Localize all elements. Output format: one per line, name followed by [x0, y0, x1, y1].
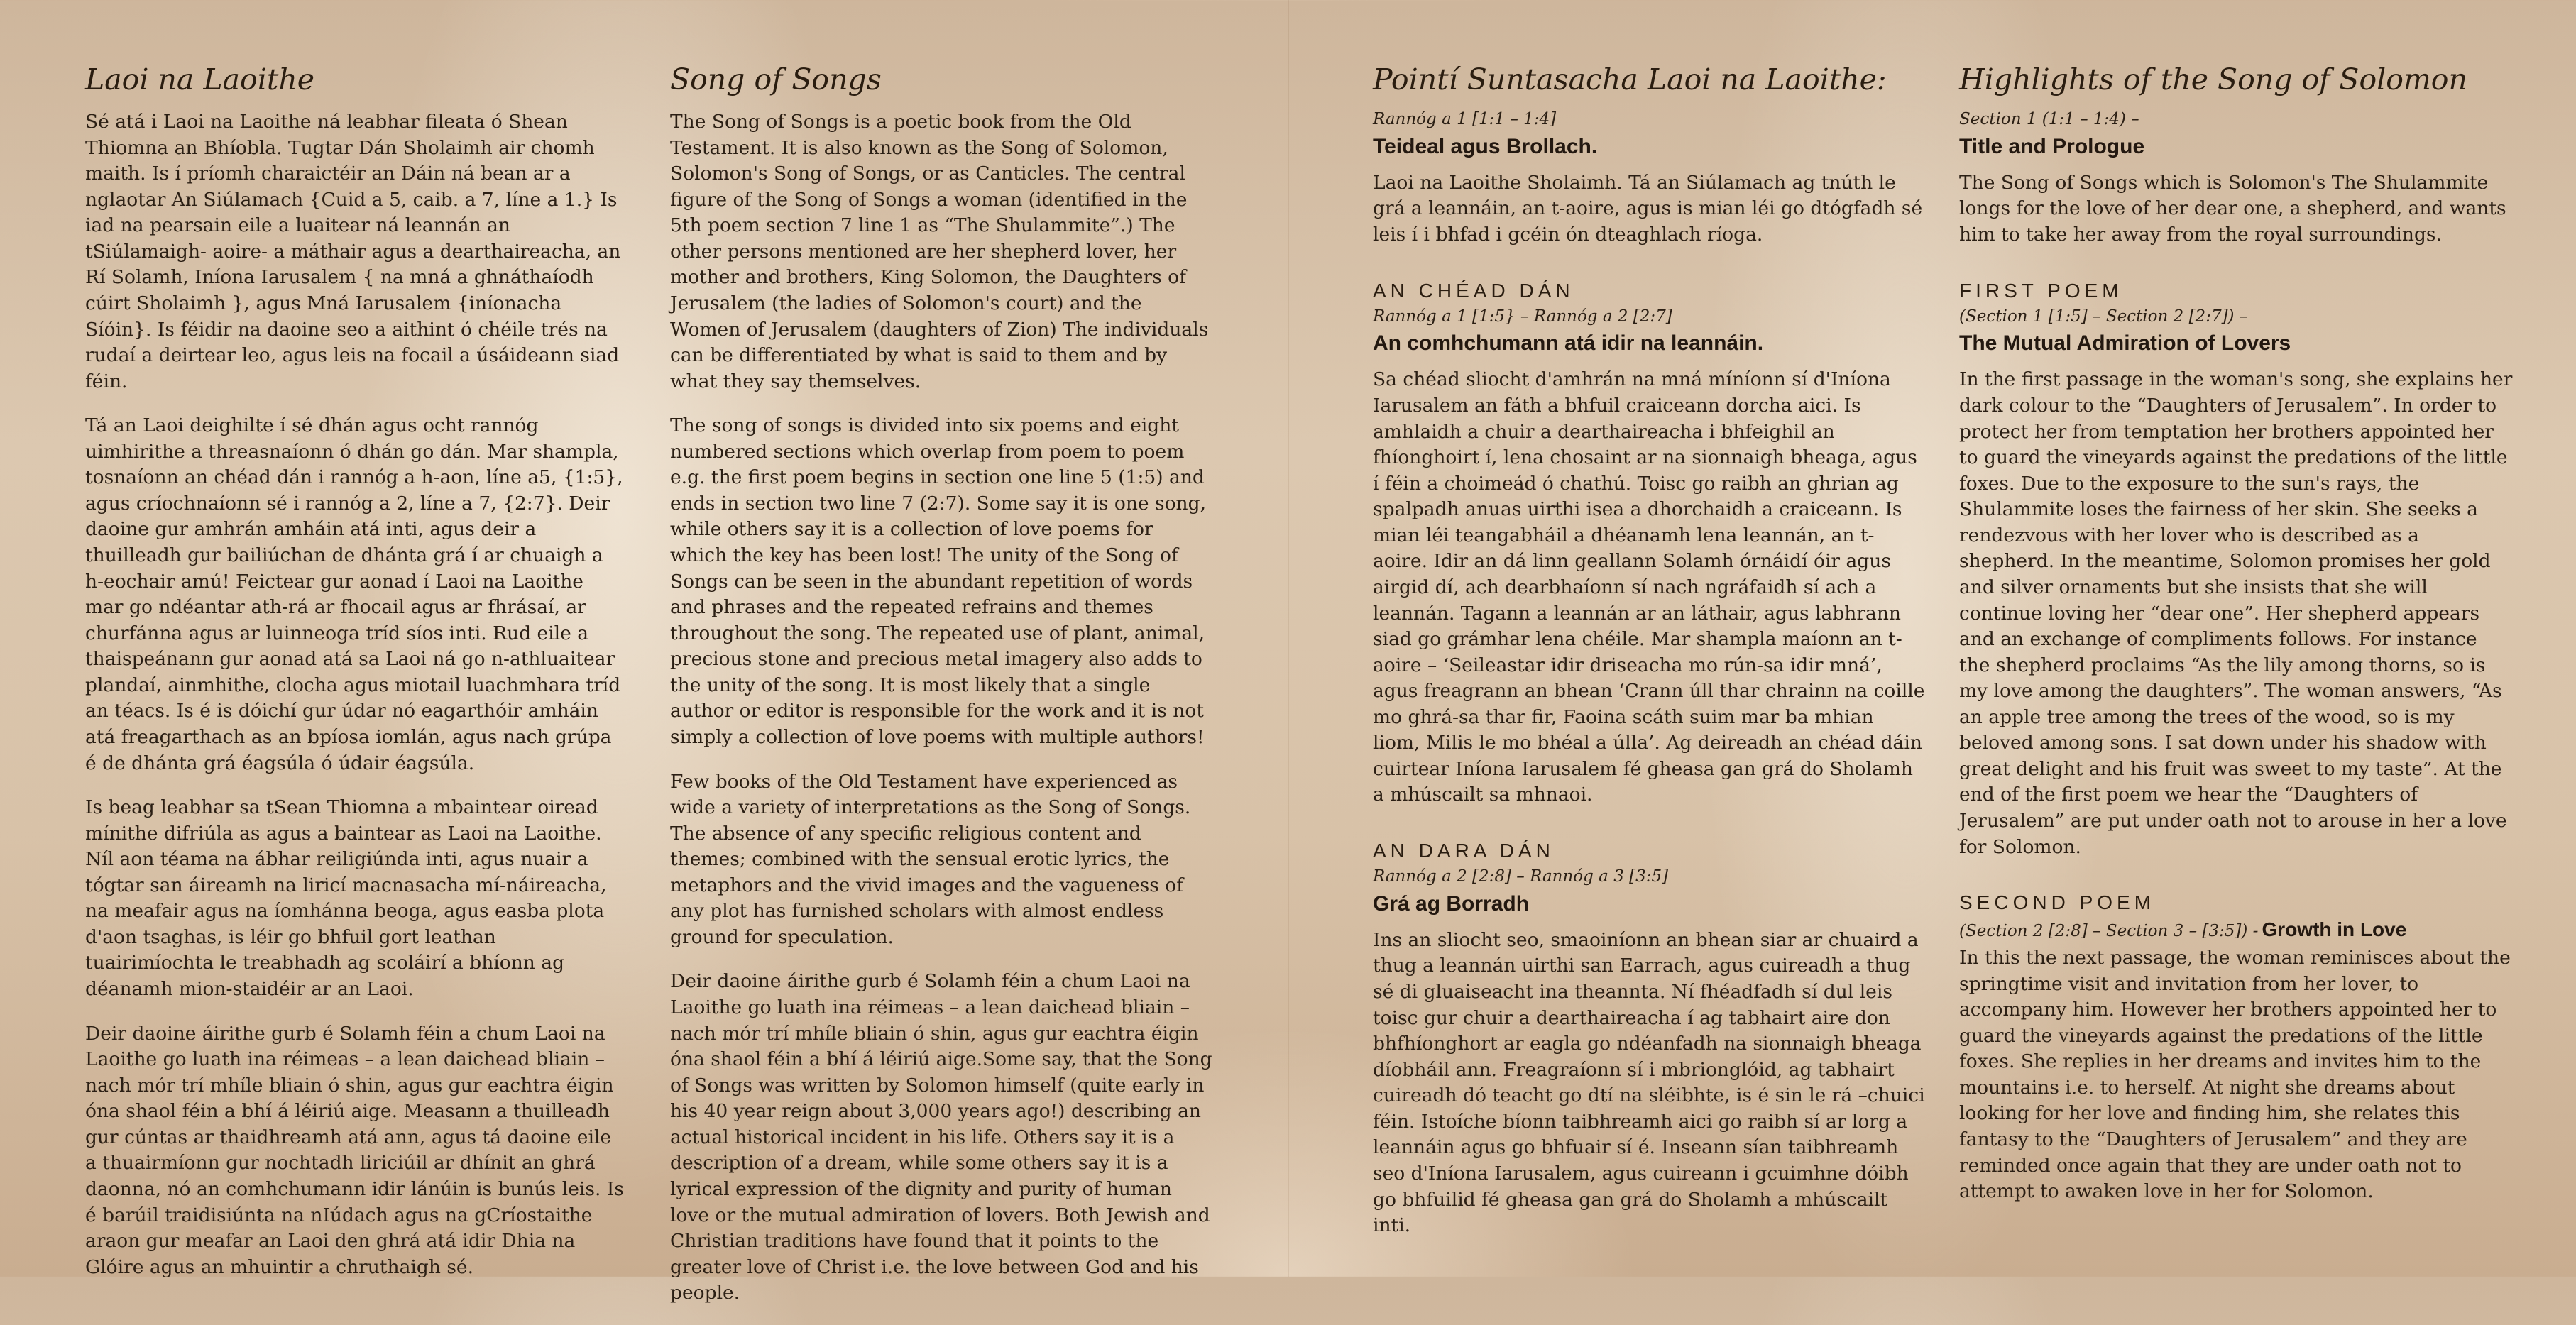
- section-reference: (Section 1 [1:5] – Section 2 [2:7]) –: [1959, 307, 2248, 326]
- section-text: Ins an sliocht seo, smaoiníonn an bhean siar ar chuaird a thug a leannán uirthi san Earrach, agus cuireadh a thug sé di gluaiseacht ina theannta. Ní fhéadfadh sí dul leis toisc gur chuir a dearthaireacha í ag tabhairt aire don bhfhíonghort ar eagla go ndéanfadh na sionnaigh bheaga díobháil ann. Freagraíonn sí i mbrionglóid, ag tabhairt cuireadh dó teacht go dtí na sléibhte, is é sin le rá –chuici féin. Istoíche bíonn taibhreamh aici go raibh sí ar lorg a leannáin agus go bhfuair sí é. Inseann sían taibhreamh seo d'Iníona Iarusalem, agus cuireann i gcuimhne dóibh go bhfuilid fé gheasa gan grá do Sholamh a mhúscailt inti.: [1373, 928, 1925, 1237]
- column-title: Pointí Suntasacha Laoi na Laoithe:: [1373, 62, 1887, 97]
- paragraph: The Song of Songs is a poetic book from the Old Testament. It is also known as the Song of Solomon, Solomon's Song of Songs, or as Canticles. The central figure of the Song of Songs a woman (identified in the 5th poem section 7 line 1 as “The Shulammite”.) The other persons mentioned are her shepherd lover, her mother and brothers, King Solomon, the Daughters of Jerusalem (the ladies of Solomon's court) and the Women of Jerusalem (daughters of Zion) The individuals can be differentiated by what is said to them and by what they say themselves.: [670, 111, 1209, 392]
- section-header-line: [1959, 918, 2513, 942]
- section-reference: (Section 2 [2:8] – Section 3 – [3:5]) -: [1959, 922, 2259, 941]
- poem-heading: AN CHÉAD DÁN: [1373, 279, 1574, 302]
- poem-heading: FIRST POEM: [1959, 279, 2123, 302]
- paragraph: Sé atá i Laoi na Laoithe ná leabhar fileata ó Shean Thiomna an Bhíobla. Tugtar Dán Sholaimh air chomh maith. Is í príomh charaictéir an Dáin ná bean ar a nglaotar An Siúlamach {Cuid a 5, caib. a 7, líne a 1.} Is iad na pearsain eile a luaitear ná leannán an tSiúlamaigh- aoire- a máthair agus a dearthaireacha, an Rí Solamh, Iníona Iarusalem { na mná a ghnáthaíodh cúirt Sholaimh }, agus Mná Iarusalem {iníonacha Síóin}. Is féidir na daoine seo a aithint ó chéile trés na rudaí a deirtear leo, agus leis na focail a úsáideann siad féin.: [85, 111, 621, 392]
- column-irish-highlights: [1373, 62, 1926, 1258]
- section-title: Teideal agus Brollach.: [1373, 134, 1598, 158]
- paragraph: The song of songs is divided into six poems and eight numbered sections which overlap from poem to poem e.g. the first poem begins in section one line 5 (1:5) and ends in section two line 7 (2:7). Some say it is one song, while others say it is a collection of love poems for which the key has been lost! The unity of the Song of Songs can be seen in the abundant repetition of words and phrases and the repeated refrains and themes throughout the song. The repeated use of plant, animal, precious stone and precious metal imagery also adds to the unity of the song. It is most likely that a single author or editor is responsible for the work and it is not simply a collection of love poems with multiple authors!: [670, 414, 1207, 748]
- section-text: Laoi na Laoithe Sholaimh. Tá an Siúlamach ag tnúth le grá a leannáin, an t-aoire, agus is mian léi go dtógfadh sé leis í i bhfad i gcéin ón dteaghlach ríoga.: [1373, 171, 1923, 246]
- column-irish-intro: [85, 62, 625, 1299]
- paragraph: Deir daoine áirithe gurb é Solamh féin a chum Laoi na Laoithe go luath ina réimeas – a lean daichead bliain – nach mór trí mhíle bliain ó shin, agus gur eachtra éigin óna shaol féin a bhí á léiriú aige. Measann a thuilleadh gur cúntas ar thaidhreamh atá ann, agus tá daoine eile a thuairmíonn gur nochtadh liriciúil ar dhínit an ghrá daonna, nó an comhchumann idir lánúin is bunús leis. Is é barúil traidisiúnta na nIúdach agus na gCríostaithe araon gur meafar an Laoi den ghrá atá idir Dhia na Glóire agus an mhuintir a chruthaigh sé.: [85, 1022, 624, 1278]
- section-title: The Mutual Admiration of Lovers: [1959, 331, 2291, 356]
- poem-heading: AN DARA DÁN: [1373, 840, 1555, 862]
- page-gutter: [1288, 0, 1289, 1277]
- column-title: Highlights of the Song of Solomon: [1959, 62, 2467, 97]
- section-text: Sa chéad sliocht d'amhrán na mná míníonn sí d'Iníona Iarusalem an fáth a bhfuil craiceann dorcha aici. Is amhlaidh a chuir a dearthaireacha i bhfeighil an fhíonghoirt í, lena chosaint ar na sionnaigh bheaga, agus í féin a choimeád ó chathú. Toisc go raibh an ghrian ag spalpadh anuas uirthi isea a dhorchaidh a craiceann. Is mian léi teangabháil a dhéanamh lena leannán, an t-aoire. Idir an dá linn geallann Solamh órnáidí óir agus airgid dí, ach dearbhaíonn sí nach ngráfaidh sí ach a leannán. Tagann a leannán ar an láthair, agus labhrann siad go grámhar lena chéile. Mar shampla maíonn an t-aoire – ‘Seileastar idir driseacha mo rún-sa idir mná’, agus freagrann an bhean ‘Crann úll thar chrainn na coille mo ghrá-sa thar fir, Faoina scáth suim mar ba mhian liom, Milis le mo bhéal a úlla’. Ag deireadh an chéad dáin cuirtear Iníona Iarusalem fé gheasa gan grá do Sholamh a mhúscailt sa mhnaoi.: [1373, 368, 1925, 806]
- column-title: Laoi na Laoithe: [85, 62, 314, 97]
- section-reference: Section 1 (1:1 – 1:4) –: [1959, 110, 2139, 128]
- section-text: The Song of Songs which is Solomon's The Shulammite longs for the love of her dear one, a shepherd, and wants him to take her away from the royal surroundings.: [1959, 171, 2506, 246]
- section-title: An comhchumann atá idir na leannáin.: [1373, 331, 1764, 356]
- section-text: In the first passage in the woman's song, she explains her dark colour to the “Daughters of Jerusalem”. In order to protect her from temptation her brothers appointed her to guard the vineyards against the predations of the little foxes. Due to the exposure to the sun's rays, the Shulammite loses the fairness of her skin. She seeks a rendezvous with her lover who is described as a shepherd. In the meantime, Solomon promises her gold and silver ornaments but she insists that she will continue loving her “dear one”. Her shepherd appears and an exchange of compliments follows. For instance the shepherd proclaims “As the lily among thorns, so is my love among the daughters”. The woman answers, “As an apple tree among the trees of the wood, so is my beloved among sons. I sat down under his shadow with great delight and his fruit was sweet to my taste”. At the end of the first poem we hear the “Daughters of Jerusalem” are put under oath not to arouse in her a love for Solomon.: [1959, 368, 2513, 858]
- paragraph: Tá an Laoi deighilte í sé dhán agus ocht rannóg uimhirithe a threasnaíonn ó dhán go dán. Mar shampla, tosnaíonn an chéad dán i rannóg a h-aon, líne a5, {1:5}, agus críochnaíonn sé i rannóg a 2, líne a 7, {2:7}. Deir daoine gur amhrán amháin atá inti, agus deir a thuilleadh gur bailiúchan de dhánta grá í ar chuaigh a h-eochair amú! Feictear gur aonad í Laoi na Laoithe mar go ndéantar ath-rá ar fhocail agus ar fhrásaí, ar churfánna agus ar luinneoga tríd síos inti. Rud eile a thaispeánann gur aonad atá sa Laoi ná go n-athluaitear plandaí, ainmhithe, clocha agus miotail luachmhara tríd an téacs. Is é is dóichí gur údar nó eagarthóir amháin atá freagarthach as an bpíosa iomlán, agus nach grúpa é de dhánta grá éagsúla ó údair éagsúla.: [85, 414, 623, 774]
- section-text: In this the next passage, the woman reminisces about the springtime visit and invitation from her lover, to accompany him. However her brothers appointed her to guard the vineyards against the predations of the little foxes. She replies in her dreams and invites him to the mountains i.e. to herself. At night she dreams about looking for her love and finding him, she relates this fantasy to the “Daughters of Jerusalem” and they are reminded once again that they are under oath not to attempt to awaken love in her for Solomon.: [1959, 947, 2511, 1203]
- column-english-highlights: [1959, 62, 2513, 1224]
- section-reference: Rannóg a 1 [1:5} – Rannóg a 2 [2:7]: [1373, 307, 1672, 326]
- column-title: Song of Songs: [670, 62, 882, 97]
- paragraph: Few books of the Old Testament have experienced as wide a variety of interpretations as the Song of Songs. The absence of any specific religious content and themes; combined with the sensual erotic lyrics, the metaphors and the vivid images and the vagueness of any plot has furnished scholars with almost endless ground for speculation.: [670, 770, 1191, 948]
- paragraph: Is beag leabhar sa tSean Thiomna a mbaintear oiread mínithe difriúla as agus a baintear as Laoi na Laoithe. Níl aon téama na ábhar reiligiúnda inti, agus nuair a tógtar san áireamh na liricí macnasacha mí-náireacha, na meafair agus na íomhánna beoga, agus easba plota d'aon tsaghas, is léir go bhfuil gort leathan tuairimíochta le treabhadh ag scoláirí a bhíonn ag déanamh mion-staidéir ar an Laoi.: [85, 796, 607, 1000]
- column-english-intro: [670, 62, 1215, 1325]
- paragraph: Deir daoine áirithe gurb é Solamh féin a chum Laoi na Laoithe go luath ina réimeas – a lean daichead bliain – nach mór trí mhíle bliain ó shin, agus gur eachtra éigin óna shaol féin a bhí á léiriú aige.Some say, that the Song of Songs was written by Solomon himself (quite early in his 40 year reign about 3,000 years ago!) describing an actual historical incident in his life. Others say it is a description of a dream, while some others say it is a lyrical expression of the dignity and purity of human love or the mutual admiration of lovers. Both Jewish and Christian traditions have found that it points to the greater love of Christ i.e. the love between God and his people.: [670, 970, 1212, 1304]
- section-title: Grá ag Borradh: [1373, 891, 1530, 916]
- section-reference: Rannóg a 1 [1:1 – 1:4]: [1373, 110, 1557, 128]
- section-reference: Rannóg a 2 [2:8] – Rannóg a 3 [3:5]: [1373, 867, 1669, 886]
- section-title: Growth in Love: [2262, 918, 2407, 941]
- poem-heading: SECOND POEM: [1959, 891, 2156, 914]
- section-title: Title and Prologue: [1959, 134, 2145, 158]
